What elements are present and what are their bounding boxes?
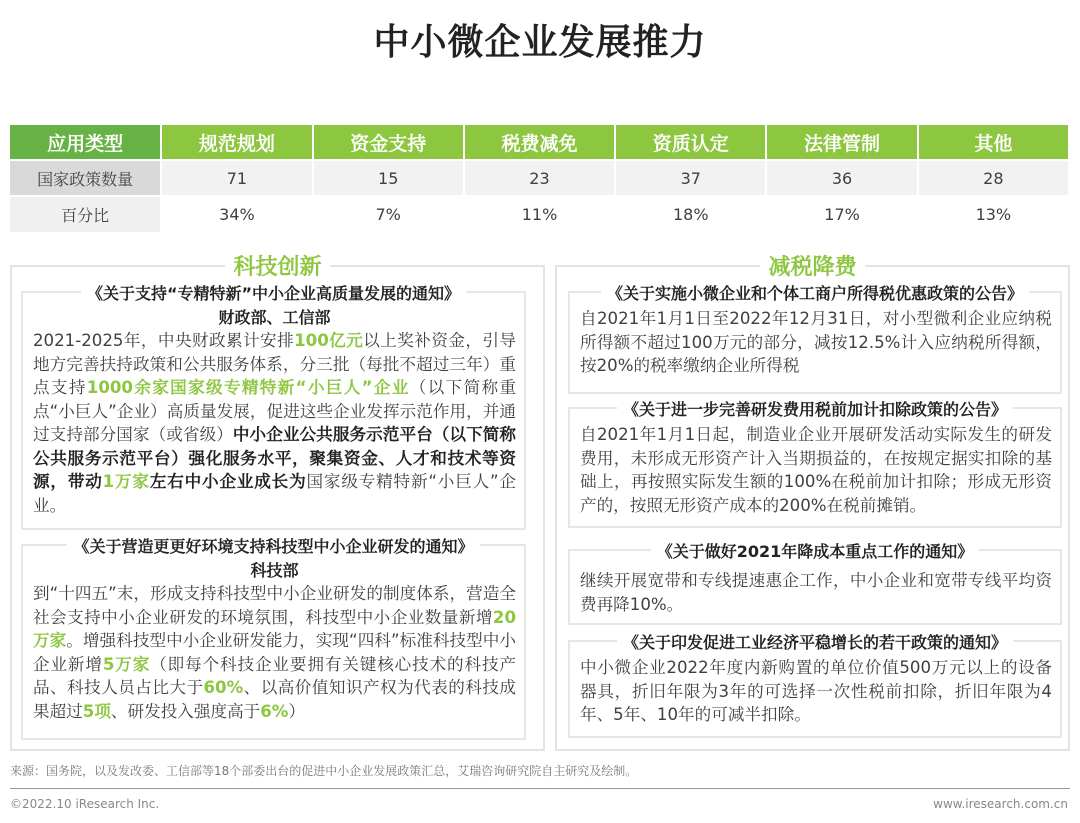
table-header: 资质认定 bbox=[615, 125, 766, 160]
policy-body bbox=[580, 307, 1052, 378]
table-header-row bbox=[10, 125, 1069, 160]
policy-author: 财政部、工信部 bbox=[218, 308, 331, 327]
table-header: 应用类型 bbox=[10, 125, 161, 160]
table-cell: 34% bbox=[161, 196, 312, 232]
table-cell: 7% bbox=[313, 196, 464, 232]
footer-divider bbox=[10, 788, 1070, 789]
highlight-text: 60% bbox=[203, 678, 244, 697]
policy-author: 科技部 bbox=[250, 561, 299, 580]
table-cell: 百分比 bbox=[10, 196, 161, 232]
policy-body bbox=[580, 423, 1052, 517]
body-text: （以下简称重点“小巨人”企业）高质量发展，促进这些企业发挥示范作用，并通过支持部分国家（或省级） bbox=[33, 378, 517, 444]
body-text: 以上奖补资金，引导地方完善扶持政策和公共服务体系，分三批（每批不超过三年）重点支持 bbox=[33, 331, 517, 397]
table-cell: 13% bbox=[918, 196, 1069, 232]
website-link[interactable]: www.iresearch.com.cn bbox=[933, 797, 1068, 811]
tax-reduction-panel bbox=[555, 255, 1070, 751]
highlight-text: 100亿元 bbox=[294, 331, 364, 350]
tech-innovation-panel bbox=[10, 255, 545, 751]
policy-body bbox=[33, 329, 516, 517]
table-header: 税费减免 bbox=[464, 125, 615, 160]
table-header: 资金支持 bbox=[313, 125, 464, 160]
body-text: ） bbox=[288, 701, 306, 721]
policy-title: 《关于实施小微企业和个体工商户所得税优惠政策的公告》 bbox=[601, 284, 1029, 303]
table-cell: 15 bbox=[313, 160, 464, 196]
table-cell: 17% bbox=[766, 196, 917, 232]
highlight-text: 1万家 bbox=[102, 472, 150, 491]
policy-card bbox=[21, 537, 526, 740]
body-text: 自2021年1月1日起，制造业企业开展研发活动实际发生的研发费用，未形成无形资产计入当期损益的，在按规定据实扣除的基础上，再按照实际发生额的100%在税前加计扣除；形成无形资产的，按照无形资产成本的200%在税前摊销。 bbox=[580, 425, 1052, 515]
body-text: 、研发投入强度高于 bbox=[110, 701, 261, 721]
table-header: 规范规划 bbox=[161, 125, 312, 160]
policy-body bbox=[580, 569, 1052, 616]
policy-body bbox=[580, 656, 1052, 727]
page-title: 中小微企业发展推力 bbox=[373, 22, 707, 63]
body-text: 中小微企业2022年度内新购置的单位价值500万元以上的设备器具，折旧年限为3年的可选择一次性税前扣除，折旧年限为4年、5年、10年的可减半扣除。 bbox=[580, 658, 1052, 724]
policy-card bbox=[568, 633, 1062, 738]
table-header: 法律管制 bbox=[766, 125, 917, 160]
table-cell: 36 bbox=[766, 160, 917, 196]
policy-title: 《关于进一步完善研发费用税前加计扣除政策的公告》 bbox=[617, 400, 1013, 419]
copyright: ©2022.10 iResearch Inc. bbox=[10, 797, 160, 811]
table-cell: 23 bbox=[464, 160, 615, 196]
policy-card bbox=[21, 284, 526, 530]
policy-title: 《关于支持“专精特新”中小企业高质量发展的通知》 bbox=[81, 284, 466, 303]
section-title: 科技创新 bbox=[225, 255, 329, 280]
policy-title: 《关于营造更更好环境支持科技型中小企业研发的通知》 bbox=[67, 537, 479, 556]
policy-title: 《关于做好2021年降成本重点工作的通知》 bbox=[651, 542, 980, 561]
highlight-text: 6% bbox=[260, 701, 289, 721]
highlight-text: 20万家 bbox=[33, 607, 516, 650]
policy-title: 《关于印发促进工业经济平稳增长的若干政策的通知》 bbox=[617, 633, 1013, 652]
table-cell: 18% bbox=[615, 196, 766, 232]
table-header: 其他 bbox=[918, 125, 1069, 160]
body-text: 继续开展宽带和专线提速惠企工作，中小企业和宽带专线平均资费再降10%。 bbox=[580, 571, 1052, 614]
bold-text: 左右中小企业成长为 bbox=[149, 472, 307, 491]
source-note: 来源：国务院，以及发改委、工信部等18个部委出台的促进中小企业发展政策汇总，艾瑞咨询研究院自主研究及绘制。 bbox=[10, 764, 638, 778]
table-cell: 国家政策数量 bbox=[10, 160, 161, 196]
body-text: 2021-2025年，中央财政累计安排 bbox=[33, 331, 295, 350]
table-row bbox=[10, 196, 1069, 232]
table-cell: 71 bbox=[161, 160, 312, 196]
body-text: 到“十四五”末，形成支持科技型中小企业研发的制度体系，营造全社会支持中小企业研发的环境氛围，科技型中小企业数量新增 bbox=[33, 584, 516, 627]
highlight-text: 5万家 bbox=[102, 654, 151, 674]
policy-table bbox=[10, 125, 1070, 232]
highlight-text: 1000余家国家级专精特新“小巨人”企业 bbox=[86, 378, 410, 397]
bold-text: 中小企业公共服务示范平台（以下简称公共服务示范平台）强化服务水平，聚集资金、人才和技术等资源，带动 bbox=[33, 425, 517, 491]
body-text: 自2021年1月1日至2022年12月31日，对小型微利企业应纳税所得额不超过100万元的部分，减按12.5%计入应纳税所得额，按20%的税率缴纳企业所得税 bbox=[580, 309, 1052, 375]
body-text: （即每个科技企业要拥有关键核心技术的科技产品、科技人员占比大于 bbox=[33, 654, 517, 697]
policy-card bbox=[568, 542, 1062, 625]
policy-card bbox=[568, 400, 1062, 528]
body-text: 。增强科技型中小企业研发能力，实现“四科”标准科技型中小企业新增 bbox=[33, 631, 517, 674]
body-text: 国家级专精特新“小巨人”企业。 bbox=[33, 472, 517, 515]
highlight-text: 5项 bbox=[82, 701, 111, 721]
table-cell: 37 bbox=[615, 160, 766, 196]
body-text: 、以高价值知识产权为代表的科技成果超过 bbox=[33, 678, 517, 721]
section-title: 减税降费 bbox=[760, 255, 864, 280]
policy-body bbox=[33, 582, 516, 723]
policy-card bbox=[568, 284, 1062, 394]
table-row bbox=[10, 160, 1069, 196]
table-cell: 28 bbox=[918, 160, 1069, 196]
table-cell: 11% bbox=[464, 196, 615, 232]
